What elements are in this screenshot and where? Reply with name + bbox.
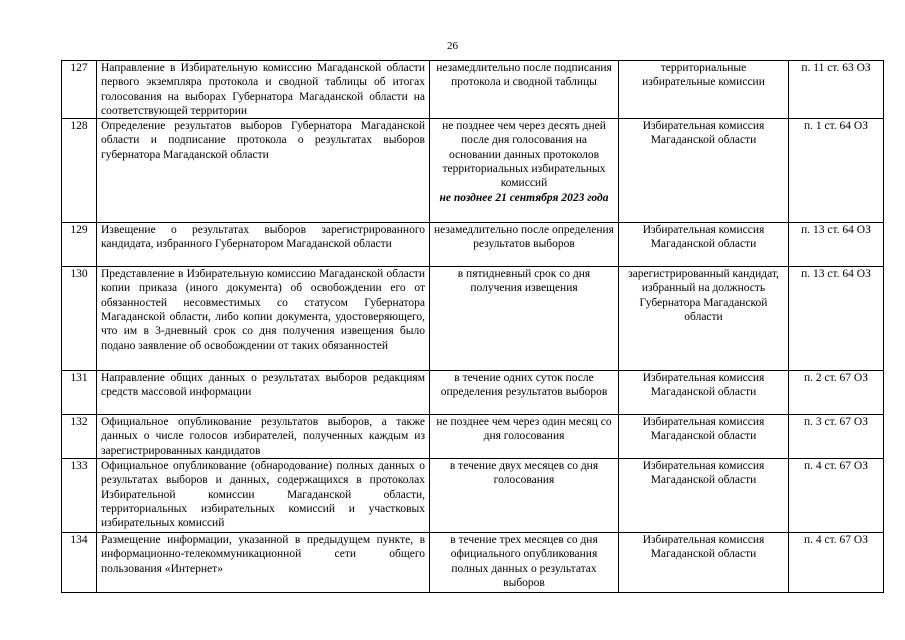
law-reference: п. 2 ст. 67 ОЗ [789,371,884,415]
deadline-cell [430,459,619,533]
deadline-cell [430,267,619,371]
responsible-party: Избирательная комиссия Магаданской области [619,459,789,533]
table-row [62,415,884,459]
row-number: 132 [62,415,97,459]
responsible-party: Избирательная комиссия Магаданской области [619,119,789,223]
row-number: 128 [62,119,97,223]
table-row [62,61,884,119]
deadline-text: в пятидневный срок со дня получения извещения [457,268,591,295]
page-number: 26 [447,40,458,52]
election-schedule-table [61,60,884,593]
deadline-text: не позднее чем через десять дней после дня голосования на основании данных протоколов территориальных избирательных комиссий [442,120,606,190]
row-number: 133 [62,459,97,533]
deadline-date-note: не позднее 21 сентября 2023 года [439,191,609,204]
event-description: Официальное опубликование результатов выборов, а также данных о числе голосов избирателей, полученных каждым из зарегистрированных кандидатов [97,415,430,459]
deadline-cell [430,61,619,119]
table-row [62,223,884,267]
law-reference: п. 4 ст. 67 ОЗ [789,459,884,533]
law-reference: п. 3 ст. 67 ОЗ [789,415,884,459]
event-description: Определение результатов выборов Губернатора Магаданской области и подписание протокола о результатах выборов губернатора Магаданской области [97,119,430,223]
responsible-party: зарегистрированный кандидат, избранный на должность Губернатора Магаданской области [619,267,789,371]
deadline-text: незамедлительно после подписания протокола и сводной таблицы [436,62,612,89]
law-reference: п. 13 ст. 64 ОЗ [789,223,884,267]
law-reference: п. 1 ст. 64 ОЗ [789,119,884,223]
responsible-party: Избирательная комиссия Магаданской области [619,223,789,267]
table-row [62,533,884,593]
law-reference: п. 11 ст. 63 ОЗ [789,61,884,119]
law-reference: п. 13 ст. 64 ОЗ [789,267,884,371]
deadline-cell [430,415,619,459]
row-number: 127 [62,61,97,119]
event-description: Официальное опубликование (обнародование) полных данных о результатах выборов и данных, содержащихся в протоколах Избирательной комиссии Магаданской области, территориальных избирательных комиссий и участковых избирательных комиссий [97,459,430,533]
law-reference: п. 4 ст. 67 ОЗ [789,533,884,593]
deadline-cell [430,223,619,267]
table-row [62,267,884,371]
deadline-cell [430,533,619,593]
event-description: Представление в Избирательную комиссию Магаданской области копии приказа (иного документа) об освобождении его от обязанностей несовместимых со статусом Губернатора Магаданской области, либо копии документа, удостоверяющего, что им в 3-дневный срок со дня получения извещения было подано заявление об освобождении от таких обязанностей [97,267,430,371]
event-description: Направление общих данных о результатах выборов редакциям средств массовой информации [97,371,430,415]
responsible-party: Избирательная комиссия Магаданской области [619,371,789,415]
deadline-text: в течение одних суток после определения результатов выборов [440,372,608,399]
event-description: Извещение о результатах выборов зарегистрированного кандидата, избранного Губернатором Магаданской области [97,223,430,267]
event-description: Направление в Избирательную комиссию Магаданской области первого экземпляра протокола и сводной таблицы об итогах голосования на выборах Губернатора Магаданской области на соответствующей территории [97,61,430,119]
deadline-text: незамедлительно после определения результатов выборов [434,224,614,251]
deadline-cell [430,371,619,415]
deadline-cell [430,119,619,223]
table-row [62,119,884,223]
deadline-text: в течение трех месяцев со дня официального опубликования полных данных о результатах выборов [450,534,598,590]
row-number: 131 [62,371,97,415]
event-description: Размещение информации, указанной в предыдущем пункте, в информационно-телекоммуникационной сети общего пользования «Интернет» [97,533,430,593]
row-number: 129 [62,223,97,267]
row-number: 130 [62,267,97,371]
responsible-party: территориальные избирательные комиссии [619,61,789,119]
table-row [62,371,884,415]
deadline-text: в течение двух месяцев со дня голосования [449,460,599,487]
table-row [62,459,884,533]
deadline-text: не позднее чем через один месяц со дня голосования [436,416,612,443]
row-number: 134 [62,533,97,593]
responsible-party: Избирательная комиссия Магаданской области [619,533,789,593]
responsible-party: Избирательная комиссия Магаданской области [619,415,789,459]
